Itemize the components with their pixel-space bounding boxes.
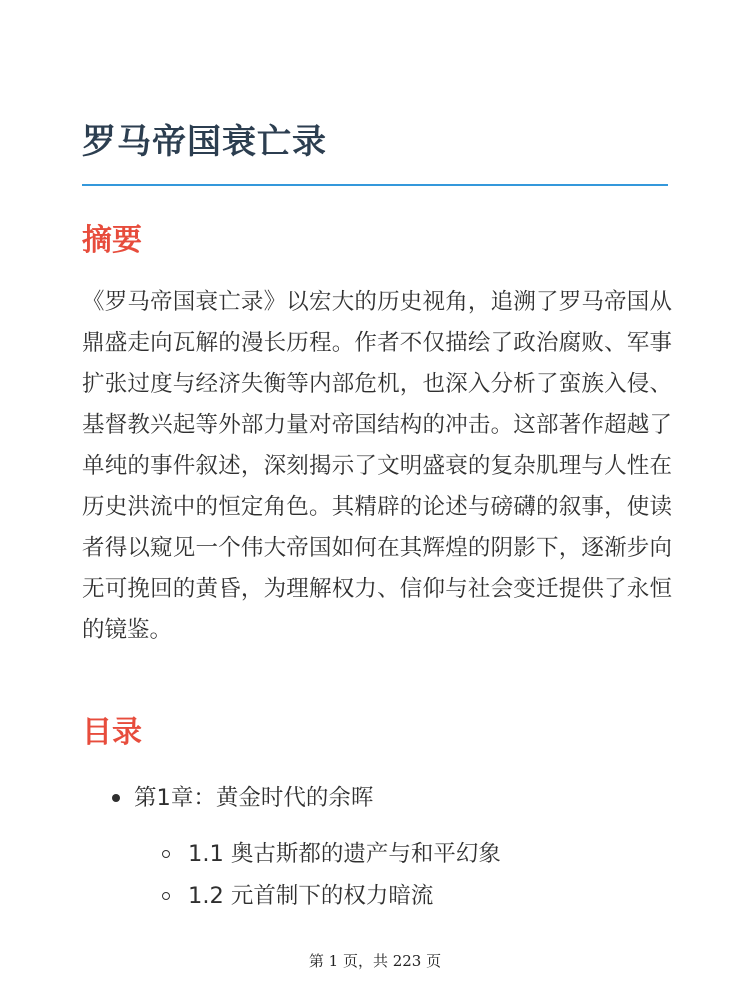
abstract-paragraph: 《罗马帝国衰亡录》以宏大的历史视角，追溯了罗马帝国从鼎盛走向瓦解的漫长历程。作者不仅描绘了政治腐败、军事扩张过度与经济失衡等内部危机，也深入分析了蛮族入侵、基督教兴起等外部力量对帝国结构的冲击。这部著作超越了单纯的事件叙述，深刻揭示了文明盛衰的复杂肌理与人性在历史洪流中的恒定角色。其精辟的论述与磅礴的叙事，使读者得以窥见一个伟大帝国如何在其辉煌的阴影下，逐渐步向无可挽回的黄昏，为理解权力、信仰与社会变迁提供了永恒的镜鉴。 (82, 289, 672, 643)
bullet-circle-icon (162, 892, 170, 900)
abstract-heading: 摘要 (82, 223, 142, 258)
toc-section-1-2[interactable] (162, 874, 433, 918)
title-divider (82, 184, 668, 186)
toc-section-label: 1.1 奥古斯都的遗产与和平幻象 (188, 841, 501, 867)
toc-chapter-1[interactable] (112, 776, 373, 820)
footer-middle: 页，共 (338, 952, 393, 970)
document-title: 罗马帝国衰亡录 (82, 122, 327, 162)
page-footer (0, 950, 750, 972)
footer-suffix: 页 (421, 952, 442, 970)
bullet-disc-icon (112, 794, 120, 802)
footer-prefix: 第 (308, 952, 329, 970)
toc-heading: 目录 (82, 715, 142, 750)
total-page-count: 223 (392, 952, 422, 970)
toc-section-1-1[interactable] (162, 832, 501, 876)
toc-chapter-label: 第1章：黄金时代的余晖 (134, 785, 374, 811)
bullet-circle-icon (162, 850, 170, 858)
current-page-number: 1 (328, 952, 339, 970)
toc-section-label: 1.2 元首制下的权力暗流 (188, 883, 434, 909)
